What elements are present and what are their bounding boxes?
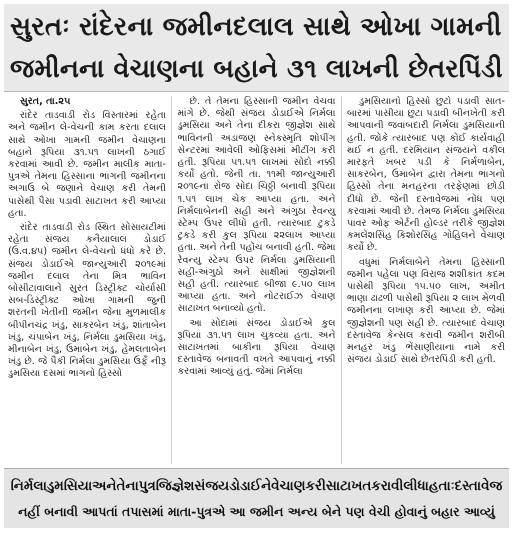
- dateline: સુરત, તા.૨૫: [20, 96, 71, 107]
- subheadline-banner: [4, 468, 509, 528]
- column-divider: [171, 96, 172, 464]
- article-column-2: [178, 96, 336, 464]
- subheadline-line-1: નિર્મલાડુમસિયાઅનેતેનાપુત્રજિજ્ઞેશસંજયડોડાઈનેવેચાણકરીસાટાખતકરાવીલીધાહતાઃદસ્તાવેજ: [10, 477, 503, 494]
- article-column-1: [8, 96, 166, 464]
- article-paragraph: વધુમાં નિર્મલાબેને તેમના હિસ્સાની જમીન પહેલા પણ વિરાજ શશીકાંત કદમ પાસેથી રૂપિયા ૧૫.૫૦ લાખ, અમીત ભાણા ઢાઢળી પાસેથી રૂપિયા ૨ લાખ મેળવી જમીનના લખાણ કરી આપ્યા છે. જેમાં જીજ્ઞેશની પણ સહી છે. ત્યારબાદ વેચાણ દસ્તાવેજ કેન્સલ કરાવી જમીન શરીબી મનહર ખંડુ ભેંસાણીયાના નામે કરી સંજય ડોડાઈ સાથે છેતરપિંડી કરી હતી.: [347, 256, 505, 366]
- article-paragraph: છે. તે તેમના હિસ્સાની જમીન વેચવા માંગે છે. જેથી સંજય ડોડાઈએ નિર્મલા ડુમસિયા અને તેના દીકરા જીજ્ઞેશ સાથે ભાવિનની અડાજણ સ્નેક્સ્મૃતિ શોપીંગ સેન્ટરમાં આવેલી ઓફિસમાં મીટીંગ કરી હતી. રૂપિયા ૫૧.૫૧ લાખમાં સોદો નક્કી કર્યો હતો. જેની તા. ૧૧મી જાન્યુઆરી ૨૦૧૯ના રોજ સોદા ચિઠ્ઠી બનાવી રૂપિયા ૧.૫૧ લાખ ચેક આપ્યા હતા. અને નિર્મલાબેનની સહી અને અંગુઠા રેવન્યુ સ્ટેમ્પ ઉપર લીધો હતી. ત્યારબાદ ટુકડે ટુકડે કરી કુલ રૂપિયા ૨૨લાખ આપ્યા હતા. અને તેની પહોંચ બનાવી હતી. જેમા રેવન્યુ સ્ટેમ્પ ઉપર નિર્મલા ડુમસિયાની સહી-અંગુઠો અને સાક્ષીમાં જીજ્ઞેશની સહી હતી. ત્યારબાદ બીજા ૯.૫૦ લાખ આપ્યા હતા. અને નોટરાઈઝ વેચાણ સાટાખત બનાવ્યો હતો.: [177, 96, 336, 315]
- article-paragraph: રાંદેર તાડવાડી રોડ સ્થિત સોસાયટીમાં રહેતા સંજય કનૈયાલાલ ડોડાઈ (ઉ.વ.૪૫) જમીન લે-વેચનો ધંધો કરે છે. સંજય ડોડાઈએ જાન્યુઆરી ૨૦૧૯માં જમીન દલાલ તેના મિત્ર ભાવિન બોસીટાવાલાને સુરત ડિસ્ટ્રીક્ટ ચોર્યાસી સબ-ડિસ્ટ્રીક્ટ ઓખા ગામની જુની શરતની ખેતીની જમીન જેના મુળમાલીક બીપીનચંદ્ર ખંડુ, સાકરબેન ખંડુ, શાંતાબેન ખંડુ, ચંપાબેન ખંડુ, નિર્મલા ડુમસિયા ખંડુ, મીનાબેન ખંડુ, ઉમાબેન ખંડુ, હેમલતાબેન ખંડુ છે. જે પૈકી નિર્મલા ડુમસિયા ઉર્ફે નીરૂ ડુમસિયા દસમાં ભાગનો હિસ્સો: [8, 222, 166, 380]
- column-divider: [341, 96, 342, 464]
- article-paragraph: આ સોદામાં સંજય ડોડાઈએ કુલ રૂપિયા ૩૧.૫૧ લાખ ચુકવ્યા હતા. અને સાટાખતમાં બાકીના રૂપિયા વેચાણ દસ્તાવેજ બનાવતી વખતે આપવાનું નક્કી કરવામાં આવ્યું હતું. જેમાં નિર્મલા: [177, 317, 336, 378]
- article-body: [8, 96, 505, 464]
- headline-line-2: જમીનના વેચાણના બહાને ૩૧ લાખની છેતરપિંડી: [10, 53, 503, 84]
- article-paragraph: રાંદેર તાડવાડી રોડ વિસ્તારમાં રહેતા અને જમીન લે-વેચની કામ કરતા દલાલ સાથે ઓખા ગામની જમીન વેચાણના બહાને રૂપિયા ૩૧.૫૧ લાખની ઠગાઈ કરવામાં આવી છે. જમીન માલીક માતા-પુત્રએ તેમના હિસ્સાના ભાગની જમીનના અગાઉ બે જણાને વેચાણ કરી તેમની પાસેથી પૈસા પડાવી સાટાખત કરી આપ્યા હતા.: [8, 110, 166, 219]
- article-paragraph: ડુમસિયાનો હિસ્સો છુટો પડાવી સાત-બારમાં પાસીયા છુટા પડાવી બીનખેતી કરી આપવાની જવાબદારી નિર્મલા ડુમસિયાની હતી. જોકે ત્યારબાદ પણ કોઈ કાર્યવાહી થઈ ન હતી. દરમિયાન સંજયને વકીલ મારફતે ખબર પડી કે નિર્મળાબેન, સાકરબેન, ઉમાબેન દ્વારા તેમના ભાગનો હિસ્સો તેના મનહરના તરફેણમાં છોડી દીધો છે. જેની દસ્તાવેજમાં નોંધ પણ કરવામાં આવી છે. તેમજ નિર્મલા ડુમસિયા પાવર ઓફ એર્ટની હોલ્ડર તરીકે જીજ્ઞેશ કમલેશસિંહ કિશોરસિંહ ગોહિલને વેચાણ કર્યો છે.: [347, 96, 505, 254]
- headline-line-1: સુરતઃ રાંદેરના જમીનદલાલ સાથે ઓખા ગામની: [10, 12, 502, 42]
- subheadline-line-2: નહીં બનાવી આપતાં તપાસમાં માતા-પુત્રએ આ જમીન અન્ય બેને પણ વેચી હોવાનું બહાર આવ્યું: [18, 503, 495, 519]
- headline-banner: [4, 4, 509, 92]
- article-column-3: [347, 96, 505, 464]
- article-paragraph: [8, 96, 166, 108]
